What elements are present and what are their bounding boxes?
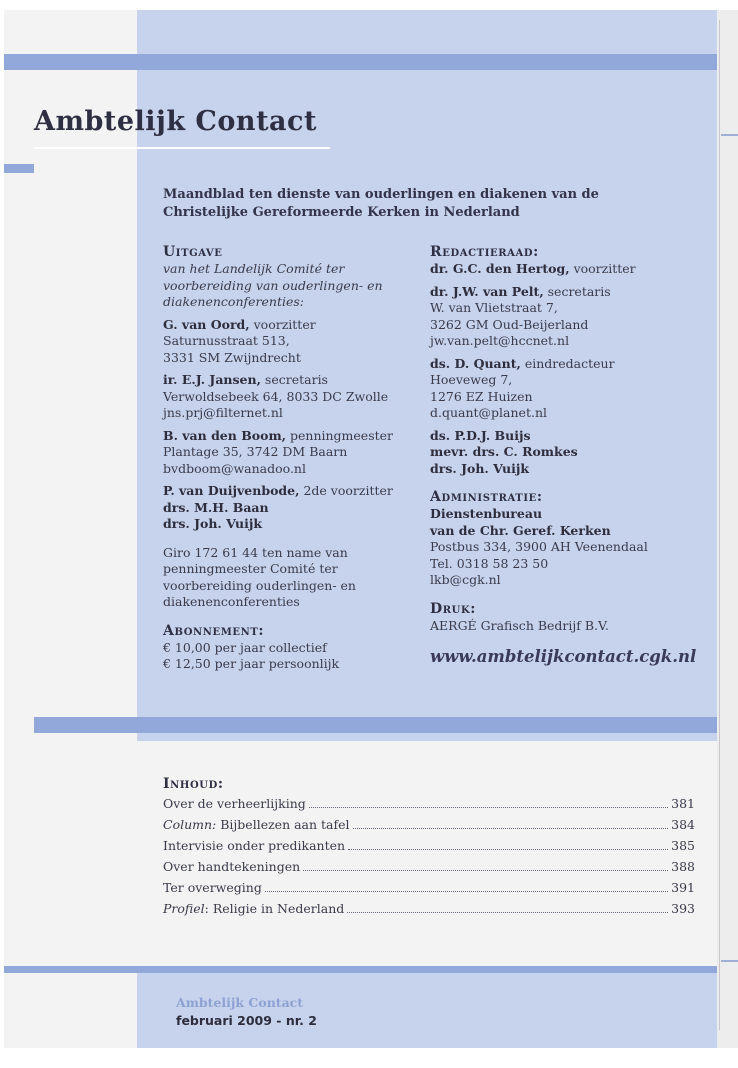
right-column (430, 244, 715, 668)
toc-row[interactable] (163, 796, 695, 817)
address-line: Postbus 334, 3900 AH Veenendaal (430, 539, 648, 554)
person-role: 2de voorzitter (299, 483, 393, 498)
giro-text (163, 545, 413, 611)
email-link[interactable]: bvdboom@wanadoo.nl (163, 460, 306, 476)
edge-tick (721, 134, 738, 136)
toc-prefix: Column: (163, 817, 217, 832)
uitgave-org: van het Landelijk Comité ter voorbereiding van ouderlingen- en diakenenconferenties: (163, 261, 383, 309)
person-name: P. van Duijvenbode, (163, 483, 300, 498)
email-link[interactable]: lkb@cgk.nl (430, 572, 501, 587)
person-name: ir. E.J. Jansen, (163, 372, 261, 387)
email-link[interactable]: d.quant@planet.nl (430, 405, 547, 420)
toc-page: 381 (671, 796, 695, 811)
toc-title-text: Bijbellezen aan tafel (216, 817, 350, 832)
toc-title (163, 838, 345, 853)
toc-leader (353, 828, 669, 829)
uitgave-heading: Uitgave (163, 244, 223, 260)
person-role: eindredacteur (520, 355, 615, 371)
toc-title-text: Intervisie onder predikanten (163, 838, 346, 853)
person-block (163, 317, 413, 367)
toc-title-text: Over handtekeningen (163, 859, 301, 874)
administratie-heading: Administratie: (430, 489, 543, 505)
edge-tick (721, 960, 738, 962)
person-name: G. van Oord, (163, 316, 250, 332)
address-line: Verwoldsebeek 64, 8033 DC Zwolle (163, 388, 389, 404)
table-of-contents (163, 776, 695, 922)
org-name: Dienstenbureau (430, 506, 543, 521)
inhoud-heading: Inhoud: (163, 776, 224, 792)
giro-line: diakenenconferenties (163, 594, 300, 609)
bottom-band (4, 966, 717, 973)
member-name: mevr. drs. C. Romkes (430, 444, 578, 459)
toc-row[interactable] (163, 901, 695, 922)
member-name: drs. M.H. Baan (163, 499, 269, 515)
toc-row[interactable] (163, 880, 695, 901)
toc-title (163, 901, 344, 916)
person-block (430, 356, 715, 422)
email-link[interactable]: jns.prj@filternet.nl (163, 405, 283, 420)
toc-title-text: : Religie in Nederland (204, 901, 345, 916)
org-name: van de Chr. Geref. Kerken (430, 522, 611, 538)
title-underline (34, 147, 330, 149)
toc-leader (265, 891, 668, 892)
member-name: ds. P.D.J. Buijs (430, 427, 531, 443)
person-name: ds. D. Quant, (430, 355, 521, 371)
toc-page: 391 (671, 880, 695, 895)
giro-line: voorbereiding ouderlingen- en (163, 577, 356, 593)
phone-line: Tel. 0318 58 23 50 (430, 555, 549, 571)
person-role: voorzitter (569, 261, 636, 276)
footer-magazine-name: Ambtelijk Contact (176, 995, 304, 1010)
person-role: penningmeester (286, 427, 394, 443)
person-name: dr. G.C. den Hertog, (430, 261, 570, 276)
website-link[interactable]: www.ambtelijkcontact.cgk.nl (430, 647, 697, 666)
page-title: Ambtelijk Contact (34, 106, 317, 137)
magazine-page (4, 10, 717, 1048)
toc-leader (303, 870, 668, 871)
member-name: drs. Joh. Vuijk (163, 516, 263, 531)
toc-leader (348, 849, 668, 850)
person-block (163, 428, 413, 478)
person-block (430, 284, 715, 350)
left-column (163, 244, 413, 673)
toc-row[interactable] (163, 838, 695, 859)
person-role: secretaris (543, 283, 611, 299)
adjacent-page-edge (717, 10, 738, 1048)
member-name: drs. Joh. Vuijk (430, 460, 530, 476)
toc-page: 393 (671, 901, 695, 916)
intro-text: Maandblad ten dienste van ouderlingen en diakenen van de Christelijke Gereformeerde Kerken in Nederland (163, 187, 599, 220)
abonnement-heading: Abonnement: (163, 622, 265, 639)
toc-row[interactable] (163, 859, 695, 880)
person-name: B. van den Boom, (163, 427, 287, 443)
person-role: secretaris (260, 372, 328, 387)
toc-title-text: Ter overweging (163, 880, 262, 895)
toc-title (163, 880, 262, 895)
address-line: 1276 EZ Huizen (430, 388, 533, 404)
price-line: € 12,50 per jaar persoonlijk (163, 656, 340, 671)
toc-row[interactable] (163, 817, 695, 838)
left-marker (4, 164, 34, 173)
top-band (4, 54, 717, 70)
address-line: 3331 SM Zwijndrecht (163, 349, 301, 365)
redactieraad-heading: Redactieraad: (430, 244, 539, 260)
footer-issue: februari 2009 - nr. 2 (176, 1013, 317, 1028)
toc-page: 388 (671, 859, 695, 874)
footer (176, 994, 317, 1030)
person-name: dr. J.W. van Pelt, (430, 283, 544, 299)
toc-title-text: Over de verheerlijking (163, 796, 306, 811)
toc-page: 385 (671, 838, 695, 853)
printer-line: AERGÉ Grafisch Bedrijf B.V. (430, 617, 609, 633)
email-link[interactable]: jw.van.pelt@hccnet.nl (430, 333, 570, 348)
druk-heading: Druk: (430, 600, 477, 617)
middle-band (34, 717, 717, 733)
person-block (163, 483, 413, 533)
toc-title (163, 796, 306, 811)
giro-line: penningmeester Comité ter (163, 561, 338, 576)
address-line: W. van Vlietstraat 7, (430, 300, 558, 315)
person-block (163, 372, 413, 422)
address-line: 3262 GM Oud-Beijerland (430, 316, 589, 332)
toc-title (163, 859, 300, 874)
address-line: Hoeveweg 7, (430, 372, 513, 387)
price-line: € 10,00 per jaar collectief (163, 639, 327, 655)
toc-title (163, 817, 350, 832)
toc-page: 384 (671, 817, 695, 832)
address-line: Plantage 35, 3742 DM Baarn (163, 444, 348, 459)
toc-prefix: Profiel (163, 901, 205, 916)
toc-leader (309, 807, 668, 808)
person-role: voorzitter (249, 316, 316, 332)
address-line: Saturnusstraat 513, (163, 333, 290, 348)
toc-leader (347, 912, 668, 913)
giro-line: Giro 172 61 44 ten name van (163, 544, 348, 560)
page-edge-rule (719, 20, 720, 1030)
